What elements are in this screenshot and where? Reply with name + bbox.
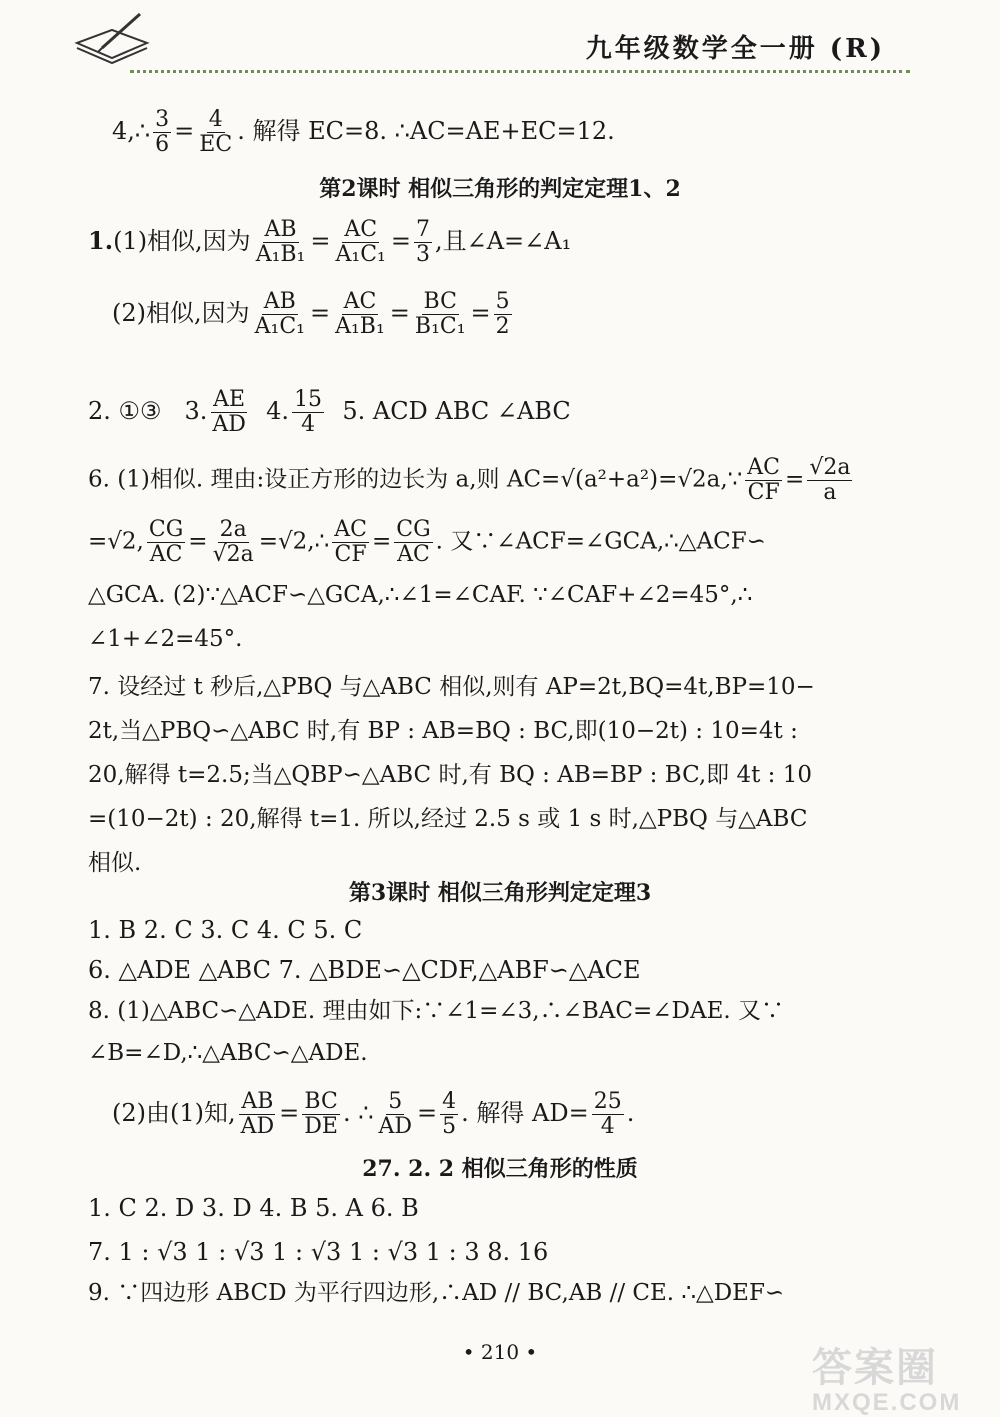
fraction: $\frac{BC}{DE}$ <box>304 1089 338 1140</box>
fraction: $\frac{AC}{CF}$ <box>334 517 367 568</box>
answer-q1-part1: 1.(1)相似,因为 $\frac{AB}{\text{A₁B₁}}$ = $\frac{AC}{\text{A₁C₁}}$ = $\frac{7}{3}$ ,且∠A=∠A₁ <box>88 217 572 268</box>
section-heading: 第3课时 相似三角形判定定理3 <box>348 880 652 906</box>
answer-q7-line: 7. 设经过 t 秒后,△PBQ 与△ABC 相似,则有 AP=2t,BQ=4t,BP=10− <box>88 674 815 700</box>
answer-q7-line: 2t,当△PBQ∽△ABC 时,有 BP : AB=BQ : BC,即(10−2t) : 10=4t : <box>88 718 798 744</box>
answer-q2-5: 2. ①③ 3. $\frac{AE}{AD}$ 4. $\frac{15}{4}$ 5. ACD ABC ∠ABC <box>88 387 571 438</box>
fraction: $\frac{4}{EC}$ <box>199 107 233 158</box>
fraction: $\frac{7}{3}$ <box>415 217 430 268</box>
answer-q6-line2: =√2, $\frac{CG}{AC}$ = $\frac{2a}{√2a}$ =√2,∴ $\frac{AC}{CF}$ = $\frac{CG}{AC}$ . 又∵∠ACF=∠GCA,∴△ACF∽ <box>88 517 766 568</box>
header-divider <box>130 70 910 73</box>
answer-line: 1. C 2. D 3. D 4. B 5. A 6. B <box>88 1194 419 1222</box>
answer-q6-line4: ∠1+∠2=45°. <box>88 626 243 652</box>
answer-line: 8. (1)△ABC∽△ADE. 理由如下:∵∠1=∠3,∴∠BAC=∠DAE. 又∵ <box>88 998 785 1024</box>
watermark: 答案圈 MXQE.COM <box>812 1346 962 1416</box>
answer-line: ∠B=∠D,∴△ABC∽△ADE. <box>88 1040 368 1066</box>
answer-q6-line3: △GCA. (2)∵△ACF∽△GCA,∴∠1=∠CAF. ∵∠CAF+∠2=45°,∴ <box>88 582 753 608</box>
fraction: $\frac{CG}{AC}$ <box>148 517 184 568</box>
answer-line: 6. △ADE △ABC 7. △BDE∽△CDF,△ABF∽△ACE <box>88 956 641 984</box>
answer-q8-part2: (2)由(1)知, $\frac{AB}{AD}$ = $\frac{BC}{DE}$ . ∴ $\frac{5}{AD}$ = $\frac{4}{5}$ . 解得 AD= $\frac{25}{4}$ . <box>112 1089 635 1140</box>
answer-q7-line: 相似. <box>88 850 142 876</box>
answer-line-top: 4,∴ $\frac{3}{6}$ = $\frac{4}{EC}$ . 解得 EC=8. ∴AC=AE+EC=12. <box>112 107 615 158</box>
answer-q7-line: =(10−2t) : 20,解得 t=1. 所以,经过 2.5 s 或 1 s 时,△PBQ 与△ABC <box>88 806 808 832</box>
fraction: $\frac{25}{4}$ <box>593 1089 622 1140</box>
section-heading: 27. 2. 2 相似三角形的性质 <box>362 1156 638 1182</box>
pen-and-book-icon <box>72 8 152 68</box>
fraction: $\frac{AC}{\text{A₁C₁}}$ <box>335 217 386 268</box>
book-title: 九年级数学全一册 (R) <box>585 34 885 64</box>
fraction: $\frac{5}{AD}$ <box>378 1089 413 1140</box>
fraction: $\frac{2a}{√2a}$ <box>212 517 254 568</box>
fraction: $\frac{√2a}{a}$ <box>809 455 851 506</box>
fraction: $\frac{15}{4}$ <box>294 387 323 438</box>
fraction: $\frac{AC}{\text{A₁B₁}}$ <box>335 289 385 340</box>
fraction: $\frac{AB}{AD}$ <box>240 1089 275 1140</box>
fraction: $\frac{AB}{\text{A₁B₁}}$ <box>255 217 306 268</box>
answer-q1-part2: (2)相似,因为 $\frac{AB}{\text{A₁C₁}}$ = $\frac{AC}{\text{A₁B₁}}$ = $\frac{BC}{\text{B₁C₁}}$ = $\frac{5}{2}$ <box>112 289 510 340</box>
section-heading: 第2课时 相似三角形的判定定理1、2 <box>319 176 681 202</box>
fraction: $\frac{BC}{\text{B₁C₁}}$ <box>414 289 466 340</box>
answer-q6-line1: 6. (1)相似. 理由:设正方形的边长为 a,则 AC=√(a²+a²)=√2a,∵ $\frac{AC}{CF}$ = $\frac{√2a}{a}$ <box>88 455 851 506</box>
fraction: $\frac{4}{5}$ <box>442 1089 457 1140</box>
answer-line: 1. B 2. C 3. C 4. C 5. C <box>88 916 363 944</box>
fraction: $\frac{AC}{CF}$ <box>747 455 781 506</box>
fraction: $\frac{AE}{AD}$ <box>212 387 246 438</box>
page-header <box>0 0 1000 80</box>
fraction: $\frac{AB}{\text{A₁C₁}}$ <box>254 289 305 340</box>
fraction: $\frac{3}{6}$ <box>155 107 170 158</box>
answer-q7-line: 20,解得 t=2.5;当△QBP∽△ABC 时,有 BQ : AB=BP : BC,即 4t : 10 <box>88 762 812 788</box>
page-number: • 210 • <box>462 1340 538 1364</box>
answer-line: 7. 1 : √3 1 : √3 1 : √3 1 : √3 1 : 3 8. 16 <box>88 1238 549 1266</box>
fraction: $\frac{5}{2}$ <box>495 289 510 340</box>
answer-line: 9. ∵四边形 ABCD 为平行四边形,∴AD // BC,AB // CE. ∴△DEF∽ <box>88 1280 785 1306</box>
fraction: $\frac{CG}{AC}$ <box>396 517 431 568</box>
